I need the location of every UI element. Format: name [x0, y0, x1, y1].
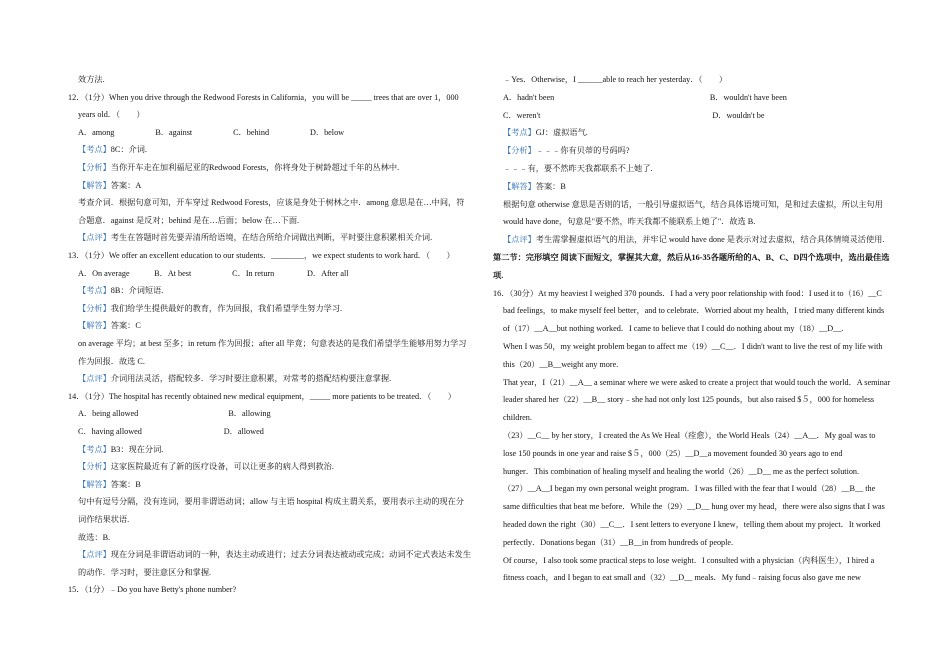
line-text: 我们给学生提供最好的教育，作为回报，我们希望学生努力学习. — [110, 303, 343, 313]
line-text: （27）__A__I began my own personal weight program．I was filled with the fear that I would（28）__B__ the — [503, 484, 876, 494]
line-text: 考查介词．根据句意可知，开车穿过 Redwood Forests，应该是身处于树林之中．among 意思是在…中间，符 — [78, 198, 465, 208]
line-text: B3：现在分词. — [110, 444, 164, 454]
right-line — [503, 431, 875, 441]
left-line — [78, 427, 264, 437]
line-text: 效方法. — [78, 75, 105, 84]
left-line — [78, 304, 342, 314]
left-line — [68, 251, 455, 261]
right-line — [503, 449, 842, 459]
left-line — [78, 145, 147, 155]
line-text: 8B：介词短语. — [110, 286, 164, 296]
left-line — [68, 585, 236, 595]
section-label: 【解答】 — [78, 479, 111, 489]
line-text: 第二节：完形填空 阅读下面短文，掌握其大意，然后从16-35各题所给的A、B、C、D四个选项中，选出最佳选 — [493, 253, 890, 262]
left-line — [78, 480, 141, 490]
right-line — [503, 360, 618, 370]
line-text: C．weren't D．wouldn't be — [503, 110, 765, 120]
right-line — [503, 182, 566, 192]
line-text: 16．（30分）At my heaviest I weighed 370 pounds．I had a very poor relationship with food：I used it to（16）__C — [493, 288, 882, 298]
line-text: When I was 50，my weight problem began to affect me（19）__C__．I didn't want to live the rest of my life with — [503, 342, 883, 351]
line-text: bad feelings，to make myself feel better，and to celebrate．Worried about my health，I tried many different kinds — [503, 306, 885, 316]
line-text: ﹣﹣﹣有，要不然昨天我都联系不上她了. — [503, 164, 653, 173]
section-label: 【考点】 — [78, 444, 111, 454]
left-line — [68, 93, 459, 103]
left-line — [78, 269, 349, 279]
section-label: 【考点】 — [503, 128, 536, 138]
right-line — [503, 200, 883, 210]
right-line — [493, 271, 503, 281]
left-line — [78, 321, 141, 331]
right-line — [503, 342, 882, 352]
left-line — [78, 233, 432, 243]
line-text: 现在分词是非谓语动词的一种，表达主动或进行；过去分词表达被动或完成；动词不定式表达未发生 — [110, 550, 472, 560]
left-line — [78, 163, 399, 173]
left-line — [78, 409, 271, 419]
line-text: 这家医院最近有了新的医疗设备，可以让更多的病人得到救治. — [110, 462, 334, 472]
line-text: 项. — [493, 270, 504, 280]
line-text: 句中有逗号分隔，没有连词，要用非谓语动词；allow 与主语 hospital 构成主谓关系，要用表示主动的现在分 — [78, 497, 464, 507]
line-text: years old．（ ） — [78, 110, 145, 120]
line-text: 答案：C — [110, 321, 141, 331]
line-text: A．hadn't been B．wouldn't have been — [503, 92, 787, 102]
left-line — [78, 339, 466, 349]
left-line — [68, 392, 456, 402]
line-text: （23）__C__ by her story，I created the As We Heal（痊愈），the World Heals（24）__A__．My goal was to — [503, 431, 876, 440]
right-line — [503, 306, 884, 316]
line-text: fitness coach，and I began to eat small and（32）__D__ meals．My fund﹣raising focus also gave me new — [503, 573, 861, 583]
right-line — [503, 395, 874, 405]
left-line — [78, 374, 391, 384]
line-text: 的动作．学习时，要注意区分和掌握. — [78, 567, 212, 577]
section-label: 【解答】 — [78, 321, 111, 331]
left-line — [78, 445, 163, 455]
line-text: 13．（1分）We offer an excellent education to our students．________，we expect students to work hard．（ ） — [68, 251, 455, 260]
section-label: 【考点】 — [78, 286, 111, 296]
section-label: 【考点】 — [78, 145, 111, 155]
section-label: 【分析】 — [78, 462, 111, 472]
left-line — [78, 128, 344, 138]
line-text: 当你开车走在加利福尼亚的Redwood Forests，你将身处于树龄超过千年的丛林中. — [110, 163, 400, 172]
right-line — [503, 520, 880, 530]
right-line — [503, 378, 890, 388]
line-text: lose 150 pounds in one year and raise $５，000（25）__D__a movement founded 30 years ago to end — [503, 448, 843, 458]
line-text: 合题意．against 是反对；behind 是在…后面；below 在…下面. — [78, 215, 300, 225]
right-line — [503, 164, 652, 174]
right-line — [503, 146, 629, 156]
right-line — [503, 502, 885, 512]
right-line — [503, 235, 884, 245]
line-text: 15．（1分）﹣Do you have Betty's phone number? — [68, 585, 237, 595]
line-text: same difficulties that beat me before．While the（29）__D__ hung over my head，there were also signs that I was — [503, 502, 885, 512]
right-line — [503, 75, 727, 85]
section-label: 【点评】 — [78, 374, 111, 384]
left-line — [78, 110, 145, 120]
left-line — [78, 357, 145, 367]
right-line — [503, 324, 843, 334]
left-line — [78, 286, 163, 296]
right-line — [503, 413, 532, 423]
line-text: That year，I（21）__A__ a seminar where we were asked to create a project that would touch the world．A seminar — [503, 377, 891, 387]
section-label: 【分析】 — [78, 303, 111, 313]
line-text: A．being allowed B．allowing — [78, 409, 271, 419]
section-label: 【分析】 — [503, 146, 536, 156]
line-text: 词作结果状语. — [78, 515, 130, 524]
left-line — [78, 568, 211, 578]
section-label: 【点评】 — [78, 233, 111, 243]
section-label: 【点评】 — [503, 235, 536, 245]
line-text: perfectly．Donations began（31）__B__in from hundreds of people. — [503, 537, 734, 547]
left-line — [78, 181, 141, 191]
section-label: 【分析】 — [78, 163, 111, 172]
line-text: 根据句意 otherwise 意思是否则的话，一般引导虚拟语气，结合具体语境可知，是和过去虚拟，所以主句用 — [503, 199, 883, 209]
line-text: Of course，I also took some practical steps to lose weight．I consulted with a physician（内科医生），I hired a — [503, 555, 875, 565]
line-text: ﹣﹣﹣你有贝蒂的号码吗? — [535, 146, 630, 156]
line-text: 故选：B. — [78, 532, 111, 542]
line-text: ﹣Yes．Otherwise，I ______able to reach her yesterday．（ ） — [503, 75, 728, 84]
line-text: headed down the right（30）__C__．I sent letters to everyone I knew，telling them about my project．It worked — [503, 520, 881, 529]
line-text: of（17）__A__but nothing worked．I came to believe that I could do nothing about my（18）__D__. — [503, 324, 844, 334]
line-text: 答案：B — [110, 479, 141, 489]
left-line — [78, 75, 105, 85]
line-text: 12．（1分）When you drive through the Redwood Forests in California，you will be _____ trees that are over 1，000 — [68, 92, 459, 102]
line-text: A．On average B．At best C．In return D．After all — [78, 268, 349, 278]
right-line — [503, 556, 874, 566]
line-text: 14．（1分）The hospital has recently obtained new medical equipment，_____ more patients to be treated．（ ） — [68, 391, 456, 401]
right-line — [503, 484, 875, 494]
line-text: 8C：介词. — [110, 145, 147, 155]
line-text: this（20）__B__weight any more. — [503, 359, 619, 369]
line-text: GJ：虚拟语气. — [535, 128, 588, 138]
line-text: on average 平均；at best 至多；in return 作为回报；after all 毕竟；句意表达的是我们希望学生能够用努力学习 — [78, 339, 467, 348]
right-line — [503, 573, 861, 583]
right-line — [503, 217, 755, 227]
left-line — [78, 216, 299, 226]
line-text: hunger．This combination of healing myself and healing the world（26）__D__ me as the perfect solution. — [503, 466, 860, 476]
line-text: A．among B．against C．behind D．below — [78, 127, 345, 137]
line-text: 考生在答题时首先要弄清所给语境，在结合所给介词做出判断，平时要注意积累相关介词. — [110, 233, 433, 243]
line-text: would have done，句意是"要不然，昨天我都不能联系上她了"．故选 B. — [503, 217, 756, 227]
right-line — [503, 93, 787, 103]
left-line — [78, 533, 110, 543]
line-text: 答案：B — [535, 181, 566, 191]
right-line — [503, 467, 859, 477]
section-label: 【点评】 — [78, 550, 111, 560]
right-line — [503, 538, 733, 548]
section-label: 【解答】 — [503, 181, 536, 191]
right-line — [503, 111, 765, 121]
right-line — [503, 128, 588, 138]
line-text: leader shared her（22）__B__ story﹣she had not only lost 125 pounds，but also raised $５，000 for homeless — [503, 395, 875, 405]
left-line — [78, 515, 129, 525]
right-line — [493, 289, 882, 299]
line-text: C．having allowed D．allowed — [78, 427, 264, 436]
section-label: 【解答】 — [78, 180, 111, 190]
line-text: 考生需掌握虚拟语气的用法，并牢记 would have done 是表示对过去虚拟，结合具体情境灵活使用. — [535, 235, 885, 245]
right-line — [493, 253, 889, 263]
left-line — [78, 462, 334, 472]
left-line — [78, 497, 464, 507]
left-line — [78, 550, 471, 560]
line-text: children. — [503, 413, 532, 423]
line-text: 介词用法灵活，搭配较多．学习时要注意积累，对常考的搭配结构要注意掌握. — [110, 374, 392, 384]
left-line — [78, 198, 464, 208]
line-text: 答案：A — [110, 180, 142, 190]
line-text: 作为回报．故选 C. — [78, 356, 145, 366]
